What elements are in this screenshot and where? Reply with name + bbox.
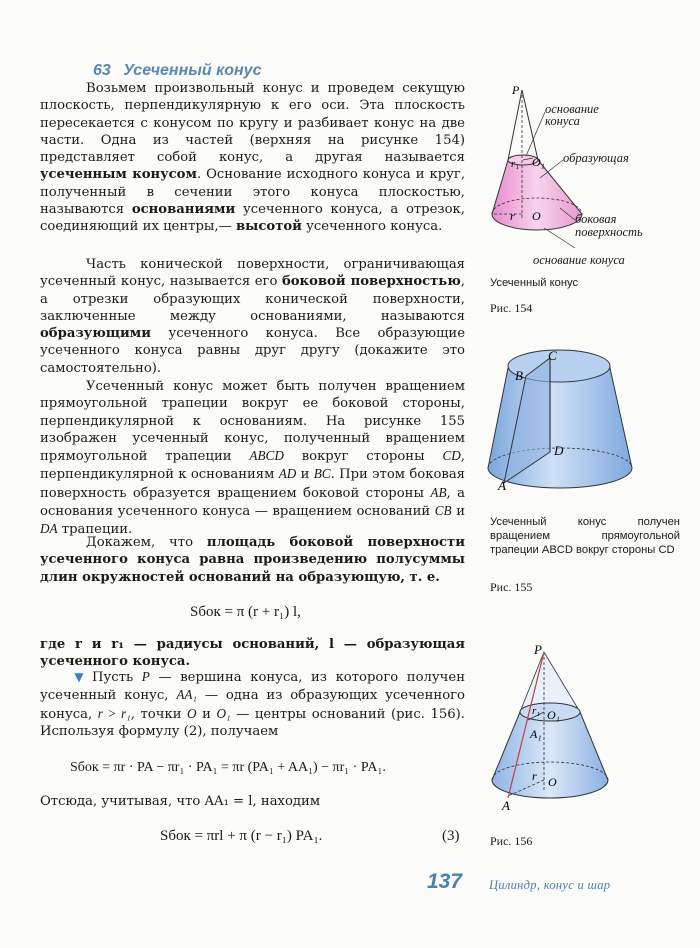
fig154-label-r: r <box>510 209 515 223</box>
section-title: Усеченный конус <box>123 62 262 79</box>
fig155-label: Рис. 155 <box>490 580 533 594</box>
figure-155-frustum <box>480 340 680 500</box>
fig156-label-A: A <box>502 798 510 813</box>
paragraph-proof: ▼ Пусть P — вершина конуса, из которого получен усеченный конус, AA₁ — одна из образующих усеченного конуса, r > r₁, точки O и O₁ — центры оснований (рис. 156). Используя формулу (2), получаем <box>40 669 465 739</box>
paragraph-notation: где r и r₁ — радиусы оснований, l — образующая усеченного конуса. <box>40 637 465 670</box>
fig155-top-base <box>508 350 610 382</box>
fig156-label: Рис. 156 <box>490 834 533 848</box>
fig154-annotation-lateral: боковая поверхность <box>575 212 643 239</box>
fig154-label: Рис. 154 <box>490 301 533 315</box>
fig154-upper-right-edge <box>522 90 538 160</box>
fig154-leader-bottom-base <box>544 228 575 248</box>
paragraph-therefore: Отсюда, учитывая, что AA₁ = l, находим <box>40 794 321 809</box>
fig155-label-B: B <box>515 368 523 383</box>
fig154-label-O: O <box>532 209 541 223</box>
fig155-label-C: C <box>548 348 557 363</box>
formula-area-difference: Sбок = πr · PA − πr₁ · PA₁ = πr (PA₁ + AA₁) − πr₁ · PA₁. <box>70 760 386 775</box>
paragraph-theorem: Докажем, что площадь боковой поверхности усеченного конуса равна произведению полусуммы длин окружностей оснований на образующую, т. е. <box>40 535 465 585</box>
fig156-label-A1: A₁ <box>530 727 542 741</box>
formula-area-result: Sбок = πrl + π (r − r₁) PA₁. <box>160 828 323 844</box>
fig154-label-r1: r₁ <box>511 158 520 170</box>
fig154-annotation-generatrix: образующая <box>563 151 629 165</box>
paragraph-definition: Возьмем произвольный конус и проведем секущую плоскость, перпендикулярную к его оси. Эта плоскость пересекается с конусом по кругу и разбивает конус на две части. Одна из частей (верхняя на рисунке 154) представляет собой конус, а другая называется усеченным конусом. Основание исходного конуса и круг, полученный в сечении этого конуса плоскостью, называются основаниями усеченного конуса, а отрезок, соединяющий их центры,— высотой усеченного конуса. <box>40 81 466 235</box>
fig156-label-O: O <box>548 775 557 789</box>
fig154-annotation-base-top: основание конуса <box>545 102 599 128</box>
paragraph-lateral-surface: Часть конической поверхности, ограничивающая усеченный конус, называется его боковой поверхностью, а отрезки образующих конической поверхности, заключенные между основаниями, называются образующими усеченного конуса. Все образующие усеченного конуса равны друг другу (докажите это самостоятельно). <box>40 257 465 376</box>
section-heading <box>93 62 261 80</box>
formula-lateral-area: Sбок = π (r + r₁) l, <box>190 604 301 620</box>
fig154-label-O1: O₁ <box>532 155 545 169</box>
term-lateral-surface: боковой поверхностью <box>281 274 461 290</box>
proof-start-marker-icon: ▼ <box>70 670 89 684</box>
fig154-label-P: P <box>512 83 520 97</box>
fig156-label-r1: r₁ <box>532 705 541 717</box>
paragraph-trapezoid-rotation: Усеченный конус может быть получен вращением прямоугольной трапеции вокруг ее боковой стороны, перпендикулярной к основаниям. На рисунке 155 изображен усеченный конус, полученный вращением прямоугольной трапеции ABCD вокруг стороны CD, перпендикулярной к основаниям AD и BC. При этом боковая поверхность образуется вращением боковой стороны AB, а основания усеченного конуса — вращением оснований CB и DA трапеции. <box>40 379 466 538</box>
section-number: 63 <box>93 62 111 79</box>
fig155-label-A: A <box>498 478 506 493</box>
term-bases: основаниями <box>131 202 236 218</box>
fig154-caption: Усеченный конус <box>490 277 579 289</box>
fig156-label-r: r <box>532 769 537 783</box>
fig155-label-D: D <box>554 443 564 458</box>
fig156-label-O1: O₁ <box>547 708 560 722</box>
term-height: высотой <box>235 219 302 235</box>
term-frustum: усеченным конусом <box>40 167 197 183</box>
theorem-statement: площадь боковой поверхности усеченного конуса равна произведению полусуммы длин окружностей оснований на образующую, т. е. <box>40 535 465 585</box>
formula-number: (3) <box>442 828 460 844</box>
running-title: Цилиндр, конус и шар <box>489 878 611 892</box>
fig154-upper-left-edge <box>508 90 522 160</box>
page-number: 137 <box>427 870 463 893</box>
term-generatrices: образующими <box>40 326 152 342</box>
fig155-caption: Усеченный конус получен вращением прямоугольной трапеции ABCD вокруг стороны CD <box>490 516 680 556</box>
fig156-label-P: P <box>534 642 542 657</box>
figure-156-frustum <box>480 640 680 820</box>
fig154-annotation-base-bottom: основание конуса <box>533 253 625 267</box>
